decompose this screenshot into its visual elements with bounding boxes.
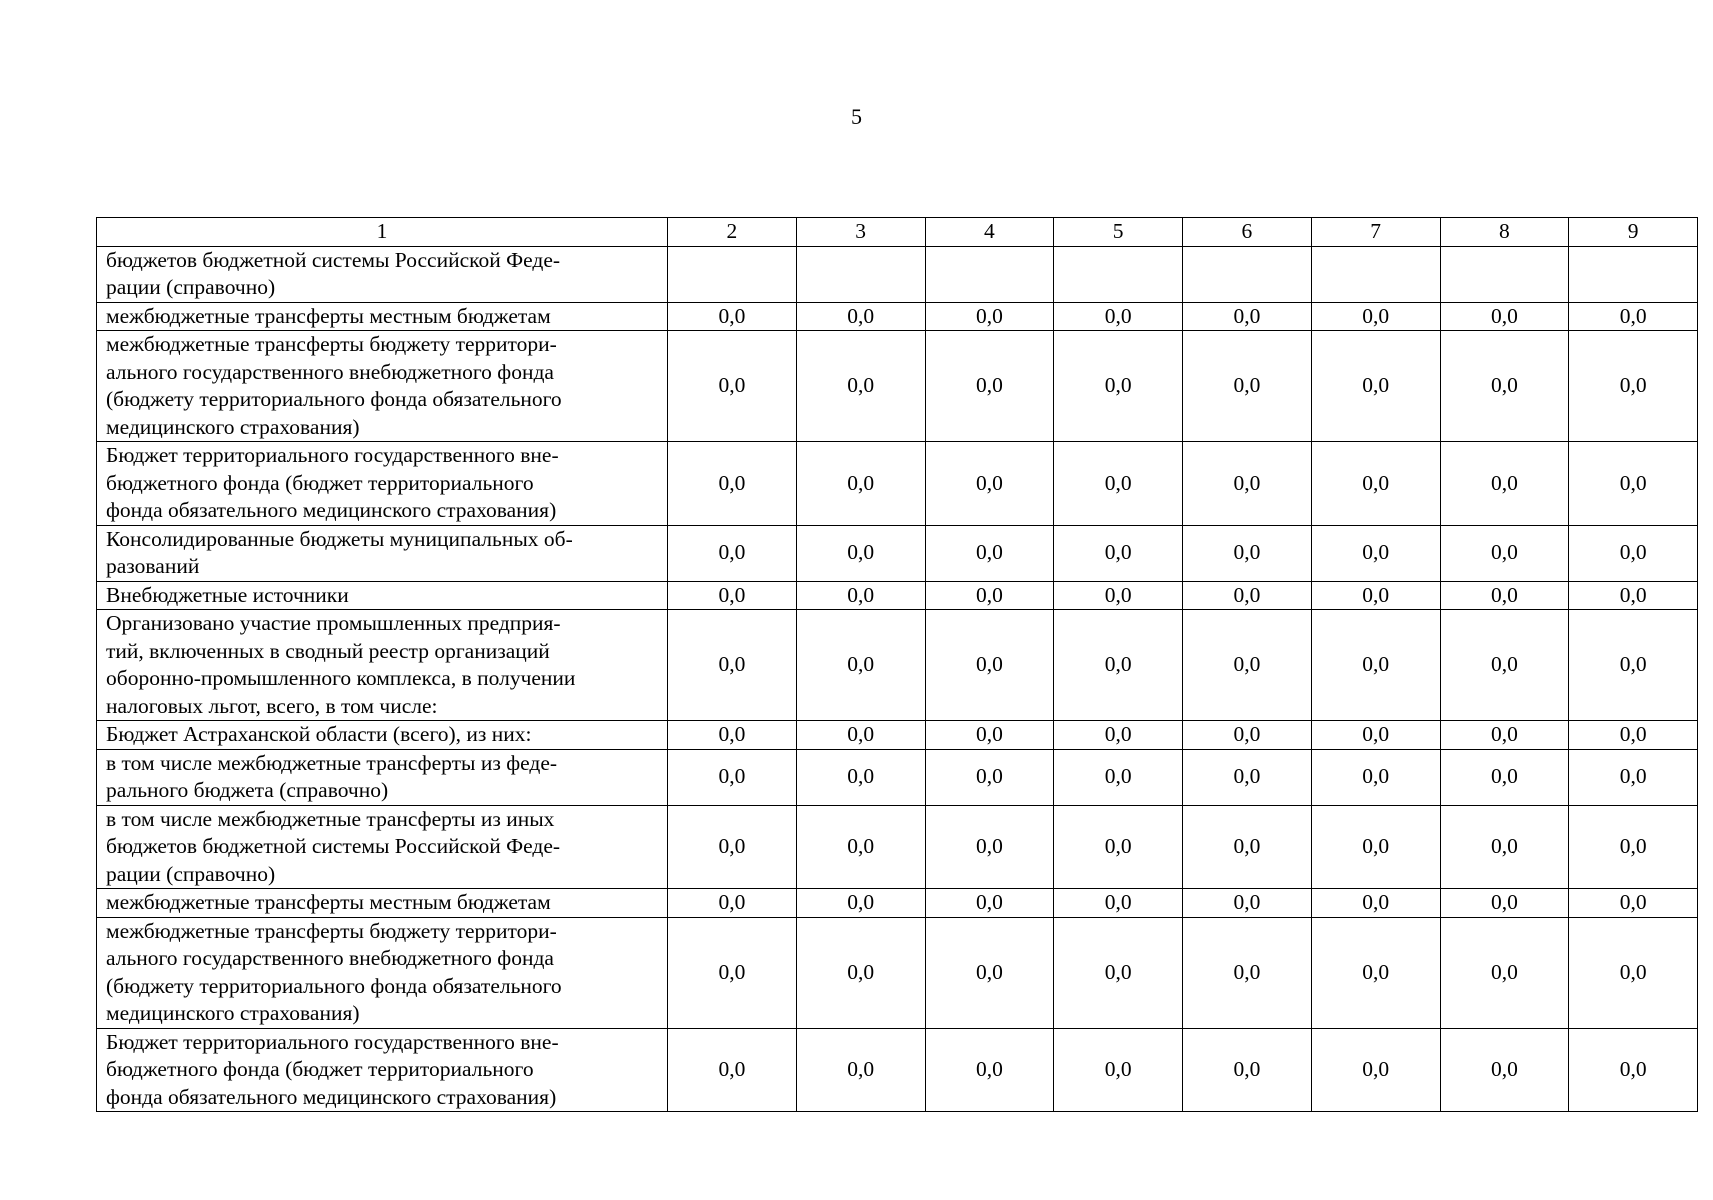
value-cell: 0,0	[925, 331, 1054, 442]
value-cell: 0,0	[1183, 302, 1312, 331]
value-cell: 0,0	[668, 721, 797, 750]
value-cell	[1054, 246, 1183, 302]
row-label-line: фонда обязательного медицинского страхования)	[106, 1084, 557, 1109]
value-cell: 0,0	[925, 442, 1054, 526]
value-cell: 0,0	[796, 889, 925, 918]
value-cell: 0,0	[668, 889, 797, 918]
value-cell: 0,0	[1569, 1028, 1698, 1112]
value-cell: 0,0	[796, 917, 925, 1028]
row-label-line: Бюджет территориального государственного вне-	[106, 443, 559, 467]
value-cell: 0,0	[1569, 331, 1698, 442]
value-cell: 0,0	[668, 525, 797, 581]
value-cell: 0,0	[1183, 917, 1312, 1028]
table-row	[97, 246, 1698, 302]
value-cell: 0,0	[925, 917, 1054, 1028]
row-label	[97, 581, 668, 610]
value-cell: 0,0	[1054, 331, 1183, 442]
value-cell: 0,0	[1183, 805, 1312, 889]
value-cell: 0,0	[1183, 581, 1312, 610]
value-cell: 0,0	[1311, 331, 1440, 442]
value-cell: 0,0	[668, 610, 797, 721]
row-label-line: Консолидированные бюджеты муниципальных об-	[106, 526, 573, 551]
row-label	[97, 889, 668, 918]
value-cell: 0,0	[1440, 1028, 1569, 1112]
row-label	[97, 302, 668, 331]
row-label-line: тий, включенных в сводный реестр организаций	[106, 638, 550, 663]
value-cell: 0,0	[1569, 917, 1698, 1028]
value-cell: 0,0	[925, 610, 1054, 721]
value-cell: 0,0	[796, 525, 925, 581]
value-cell: 0,0	[796, 749, 925, 805]
value-cell: 0,0	[1440, 610, 1569, 721]
row-label-line: в том числе межбюджетные трансферты из феде-	[106, 750, 558, 775]
row-label-line: бюджетного фонда (бюджет территориального	[106, 470, 534, 495]
value-cell: 0,0	[1311, 442, 1440, 526]
row-label-line: Внебюджетные источники	[106, 582, 349, 607]
value-cell: 0,0	[1054, 525, 1183, 581]
value-cell: 0,0	[796, 302, 925, 331]
table-body	[97, 246, 1698, 1112]
value-cell: 0,0	[1183, 1028, 1312, 1112]
value-cell: 0,0	[1440, 805, 1569, 889]
value-cell	[668, 246, 797, 302]
value-cell: 0,0	[1311, 610, 1440, 721]
column-header: 9	[1569, 218, 1698, 247]
row-label-line: (бюджету территориального фонда обязательного	[106, 973, 562, 998]
page-number: 5	[851, 104, 862, 129]
table-row	[97, 721, 1698, 750]
row-label-line: Бюджет территориального государственного вне-	[106, 1029, 559, 1054]
value-cell: 0,0	[925, 302, 1054, 331]
value-cell: 0,0	[1183, 610, 1312, 721]
value-cell: 0,0	[1054, 610, 1183, 721]
value-cell: 0,0	[1311, 917, 1440, 1028]
value-cell: 0,0	[1569, 749, 1698, 805]
row-label-line: межбюджетные трансферты местным бюджетам	[106, 303, 551, 328]
row-label	[97, 525, 668, 581]
value-cell: 0,0	[796, 331, 925, 442]
value-cell: 0,0	[1569, 805, 1698, 889]
value-cell: 0,0	[1440, 581, 1569, 610]
value-cell: 0,0	[796, 610, 925, 721]
table-row	[97, 805, 1698, 889]
row-label-line: межбюджетные трансферты бюджету территори-	[106, 918, 557, 943]
value-cell: 0,0	[1440, 889, 1569, 918]
value-cell: 0,0	[668, 749, 797, 805]
row-label-line: бюджетов бюджетной системы Российской Феде-	[106, 834, 561, 858]
row-label-line: налоговых льгот, всего, в том числе:	[106, 693, 438, 718]
table-row	[97, 302, 1698, 331]
value-cell	[1311, 246, 1440, 302]
row-label	[97, 610, 668, 721]
value-cell: 0,0	[1183, 442, 1312, 526]
value-cell: 0,0	[1054, 581, 1183, 610]
row-label-line: бюджетного фонда (бюджет территориального	[106, 1057, 534, 1081]
value-cell: 0,0	[1440, 302, 1569, 331]
value-cell: 0,0	[1440, 917, 1569, 1028]
row-label	[97, 721, 668, 750]
value-cell	[1569, 246, 1698, 302]
row-label-line: Организовано участие промышленных предприя-	[106, 611, 561, 635]
value-cell: 0,0	[1183, 889, 1312, 918]
row-label-line: межбюджетные трансферты бюджету территори-	[106, 332, 557, 356]
value-cell: 0,0	[1440, 525, 1569, 581]
value-cell: 0,0	[668, 581, 797, 610]
table-row	[97, 889, 1698, 918]
column-header: 5	[1054, 218, 1183, 247]
value-cell: 0,0	[1054, 749, 1183, 805]
value-cell: 0,0	[1311, 749, 1440, 805]
value-cell: 0,0	[1569, 581, 1698, 610]
row-label	[97, 805, 668, 889]
value-cell: 0,0	[925, 525, 1054, 581]
value-cell: 0,0	[1569, 302, 1698, 331]
value-cell: 0,0	[925, 889, 1054, 918]
column-header: 1	[97, 218, 668, 247]
row-label-line: оборонно-промышленного комплекса, в получении	[106, 666, 576, 690]
value-cell: 0,0	[796, 805, 925, 889]
value-cell: 0,0	[1054, 889, 1183, 918]
table-row	[97, 442, 1698, 526]
column-header: 3	[796, 218, 925, 247]
table-header-row	[97, 218, 1698, 247]
table-row	[97, 525, 1698, 581]
value-cell: 0,0	[1569, 442, 1698, 526]
table-row	[97, 610, 1698, 721]
table-row	[97, 1028, 1698, 1112]
value-cell: 0,0	[1569, 721, 1698, 750]
value-cell: 0,0	[1311, 889, 1440, 918]
data-table	[96, 217, 1698, 1112]
row-label	[97, 749, 668, 805]
value-cell: 0,0	[1054, 442, 1183, 526]
table-row	[97, 917, 1698, 1028]
row-label-line: рального бюджета (справочно)	[106, 778, 389, 802]
row-label	[97, 917, 668, 1028]
row-label-line: в том числе межбюджетные трансферты из иных	[106, 806, 555, 831]
value-cell	[925, 246, 1054, 302]
value-cell: 0,0	[1054, 721, 1183, 750]
row-label	[97, 246, 668, 302]
row-label-line: межбюджетные трансферты местным бюджетам	[106, 890, 551, 914]
row-label-line: ального государственного внебюджетного фонда	[106, 359, 554, 384]
value-cell: 0,0	[796, 1028, 925, 1112]
value-cell: 0,0	[1440, 749, 1569, 805]
value-cell: 0,0	[1569, 610, 1698, 721]
row-label-line: бюджетов бюджетной системы Российской Феде-	[106, 247, 561, 272]
value-cell: 0,0	[1440, 442, 1569, 526]
value-cell: 0,0	[1311, 1028, 1440, 1112]
value-cell: 0,0	[668, 1028, 797, 1112]
row-label-line: ального государственного внебюджетного фонда	[106, 946, 554, 970]
column-header: 2	[668, 218, 797, 247]
value-cell: 0,0	[668, 442, 797, 526]
value-cell	[796, 246, 925, 302]
value-cell: 0,0	[1311, 721, 1440, 750]
row-label	[97, 442, 668, 526]
value-cell: 0,0	[668, 805, 797, 889]
value-cell: 0,0	[1054, 302, 1183, 331]
value-cell: 0,0	[796, 581, 925, 610]
value-cell: 0,0	[1311, 581, 1440, 610]
column-header: 6	[1183, 218, 1312, 247]
value-cell	[1183, 246, 1312, 302]
row-label-line: рации (справочно)	[106, 861, 276, 886]
column-header: 7	[1311, 218, 1440, 247]
value-cell: 0,0	[668, 331, 797, 442]
column-header: 8	[1440, 218, 1569, 247]
value-cell: 0,0	[1311, 525, 1440, 581]
table-row	[97, 331, 1698, 442]
value-cell: 0,0	[925, 749, 1054, 805]
value-cell: 0,0	[668, 917, 797, 1028]
row-label-line: (бюджету территориального фонда обязательного	[106, 387, 562, 411]
value-cell: 0,0	[1569, 889, 1698, 918]
row-label-line: разований	[106, 554, 200, 578]
value-cell: 0,0	[1311, 302, 1440, 331]
value-cell	[1440, 246, 1569, 302]
value-cell: 0,0	[925, 581, 1054, 610]
value-cell: 0,0	[1440, 331, 1569, 442]
value-cell: 0,0	[796, 721, 925, 750]
value-cell: 0,0	[1183, 331, 1312, 442]
value-cell: 0,0	[925, 805, 1054, 889]
row-label	[97, 331, 668, 442]
value-cell: 0,0	[925, 721, 1054, 750]
value-cell: 0,0	[1183, 525, 1312, 581]
value-cell: 0,0	[1311, 805, 1440, 889]
row-label-line: рации (справочно)	[106, 275, 276, 299]
table-row	[97, 749, 1698, 805]
value-cell: 0,0	[1183, 721, 1312, 750]
table-row	[97, 581, 1698, 610]
row-label-line: медицинского страхования)	[106, 1001, 360, 1025]
row-label-line: медицинского страхования)	[106, 414, 360, 439]
value-cell: 0,0	[925, 1028, 1054, 1112]
row-label-line: фонда обязательного медицинского страхования)	[106, 498, 557, 522]
value-cell: 0,0	[1054, 1028, 1183, 1112]
column-header: 4	[925, 218, 1054, 247]
value-cell: 0,0	[796, 442, 925, 526]
value-cell: 0,0	[1054, 917, 1183, 1028]
value-cell: 0,0	[1183, 749, 1312, 805]
value-cell: 0,0	[1440, 721, 1569, 750]
row-label	[97, 1028, 668, 1112]
value-cell: 0,0	[1569, 525, 1698, 581]
row-label-line: Бюджет Астраханской области (всего), из них:	[106, 722, 532, 746]
value-cell: 0,0	[1054, 805, 1183, 889]
value-cell: 0,0	[668, 302, 797, 331]
